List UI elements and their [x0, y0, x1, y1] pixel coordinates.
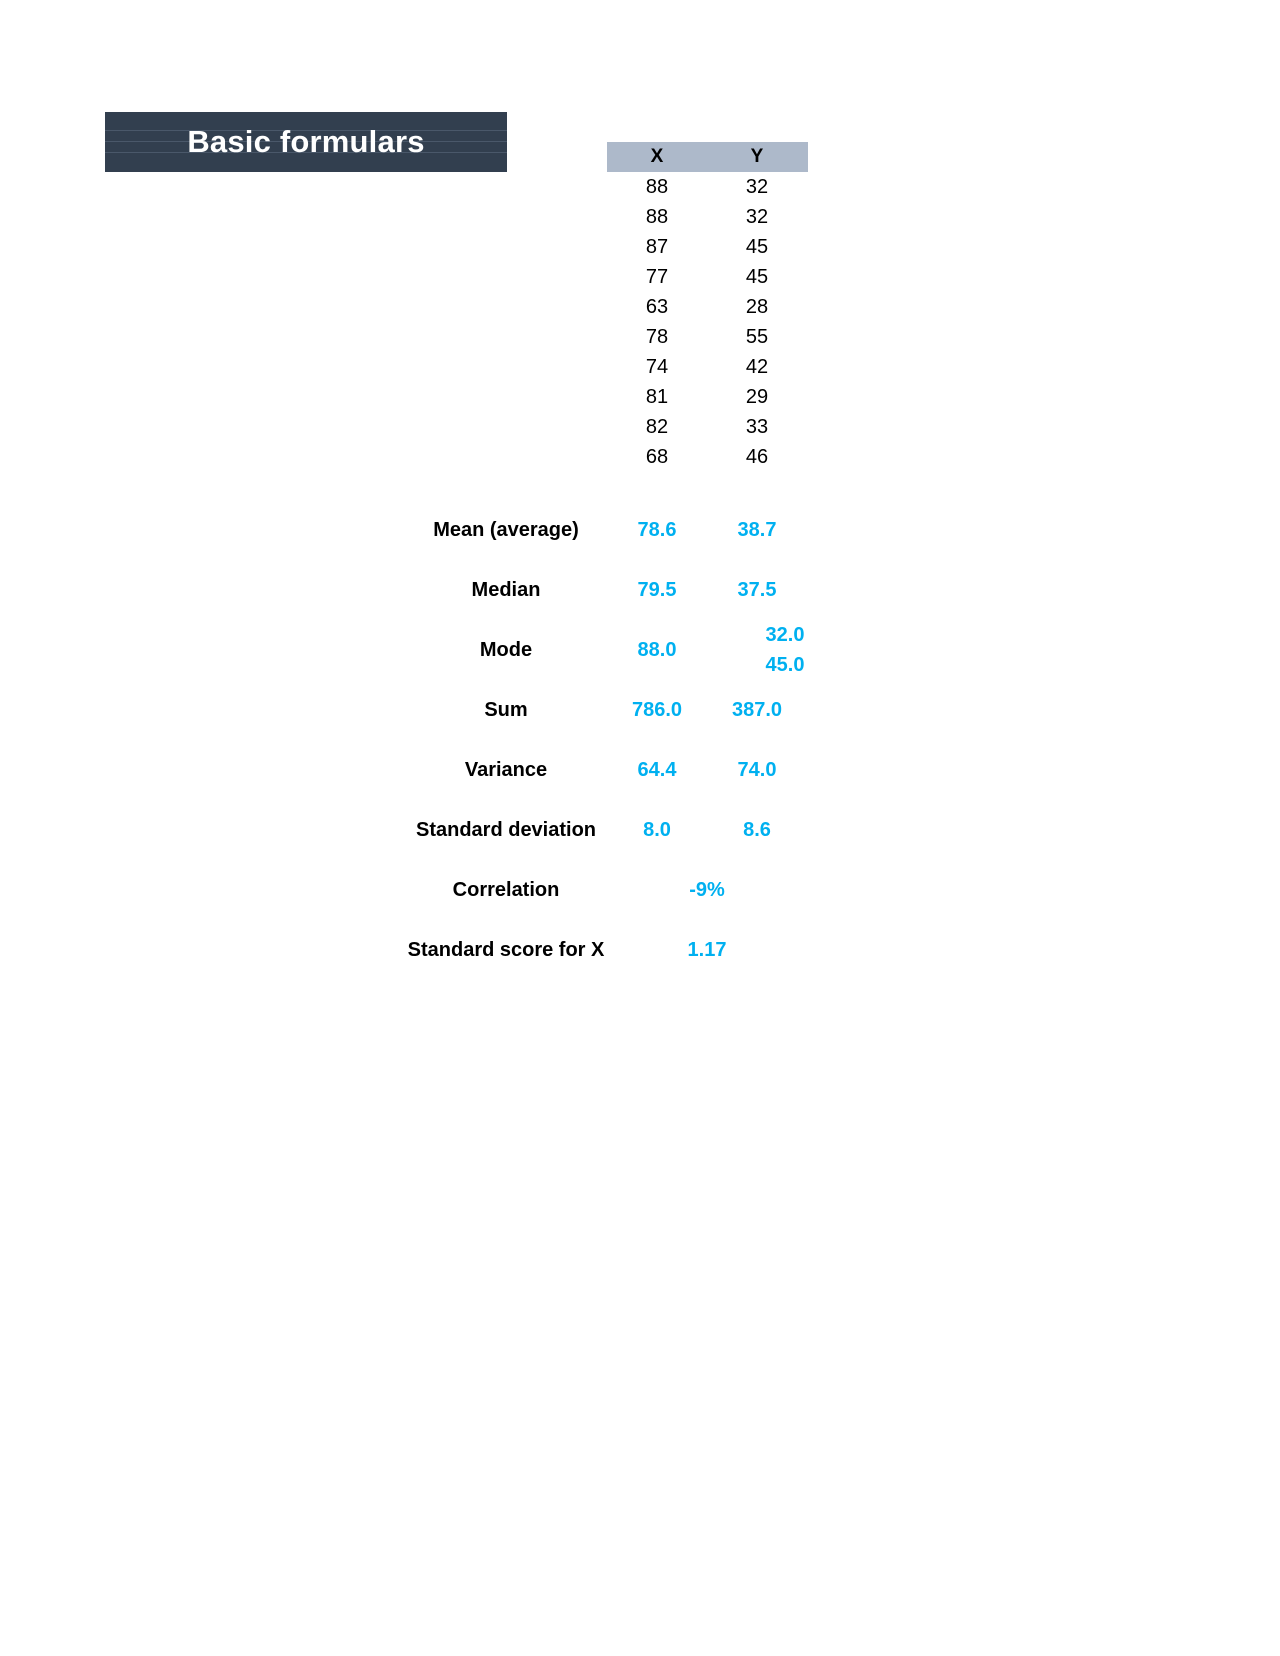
mode-y-value-1[interactable]: 32.0 — [765, 624, 805, 646]
stdev-y-value[interactable]: 8.6 — [743, 819, 771, 841]
cell-x[interactable]: 88 — [645, 175, 669, 198]
mode-label: Mode — [479, 639, 533, 661]
cell-y[interactable]: 55 — [745, 325, 769, 348]
cell-x[interactable]: 63 — [645, 295, 669, 318]
cell-x[interactable]: 74 — [645, 355, 669, 378]
cell-y[interactable]: 32 — [745, 175, 769, 198]
cell-x[interactable]: 82 — [645, 415, 669, 438]
table-row — [607, 232, 808, 262]
table-row — [607, 262, 808, 292]
page-title: Basic formulars — [187, 124, 425, 159]
variance-x-value[interactable]: 64.4 — [637, 759, 677, 781]
sum-y-value[interactable]: 387.0 — [731, 699, 783, 721]
cell-y[interactable]: 46 — [745, 445, 769, 468]
table-row — [607, 412, 808, 442]
zscore-label: Standard score for X — [407, 939, 605, 961]
header-y[interactable]: Y — [750, 146, 764, 167]
stdev-x-value[interactable]: 8.0 — [643, 819, 671, 841]
cell-y[interactable]: 33 — [745, 415, 769, 438]
zscore-value[interactable]: 1.17 — [687, 939, 727, 961]
cell-x[interactable]: 77 — [645, 265, 669, 288]
correlation-value[interactable]: -9% — [689, 879, 725, 901]
median-y-value[interactable]: 37.5 — [737, 579, 777, 601]
median-x-value[interactable]: 79.5 — [637, 579, 677, 601]
table-row — [607, 382, 808, 412]
cell-y[interactable]: 42 — [745, 355, 769, 378]
mean-label: Mean (average) — [433, 519, 579, 541]
cell-y[interactable]: 28 — [745, 295, 769, 318]
table-row — [607, 442, 808, 472]
mode-x-value[interactable]: 88.0 — [637, 639, 677, 661]
table-header — [607, 142, 808, 172]
sum-x-value[interactable]: 786.0 — [631, 699, 683, 721]
header-x[interactable]: X — [650, 146, 664, 167]
table-row — [607, 202, 808, 232]
cell-x[interactable]: 81 — [645, 385, 669, 408]
stdev-label: Standard deviation — [415, 819, 597, 841]
table-row — [607, 172, 808, 202]
median-label: Median — [471, 579, 541, 601]
cell-y[interactable]: 32 — [745, 205, 769, 228]
mean-y-value[interactable]: 38.7 — [737, 519, 777, 541]
data-table — [607, 142, 808, 472]
title-banner — [105, 112, 507, 172]
cell-x[interactable]: 68 — [645, 445, 669, 468]
mode-y-value-2[interactable]: 45.0 — [765, 654, 805, 676]
mean-x-value[interactable]: 78.6 — [637, 519, 677, 541]
variance-y-value[interactable]: 74.0 — [737, 759, 777, 781]
variance-label: Variance — [464, 759, 548, 781]
table-row — [607, 322, 808, 352]
table-row — [607, 292, 808, 322]
cell-x[interactable]: 78 — [645, 325, 669, 348]
cell-x[interactable]: 88 — [645, 205, 669, 228]
cell-y[interactable]: 45 — [745, 265, 769, 288]
table-row — [607, 352, 808, 382]
sum-label: Sum — [484, 699, 528, 721]
correlation-label: Correlation — [452, 879, 560, 901]
cell-x[interactable]: 87 — [645, 235, 669, 258]
cell-y[interactable]: 29 — [745, 385, 769, 408]
cell-y[interactable]: 45 — [745, 235, 769, 258]
table-body — [607, 172, 808, 472]
